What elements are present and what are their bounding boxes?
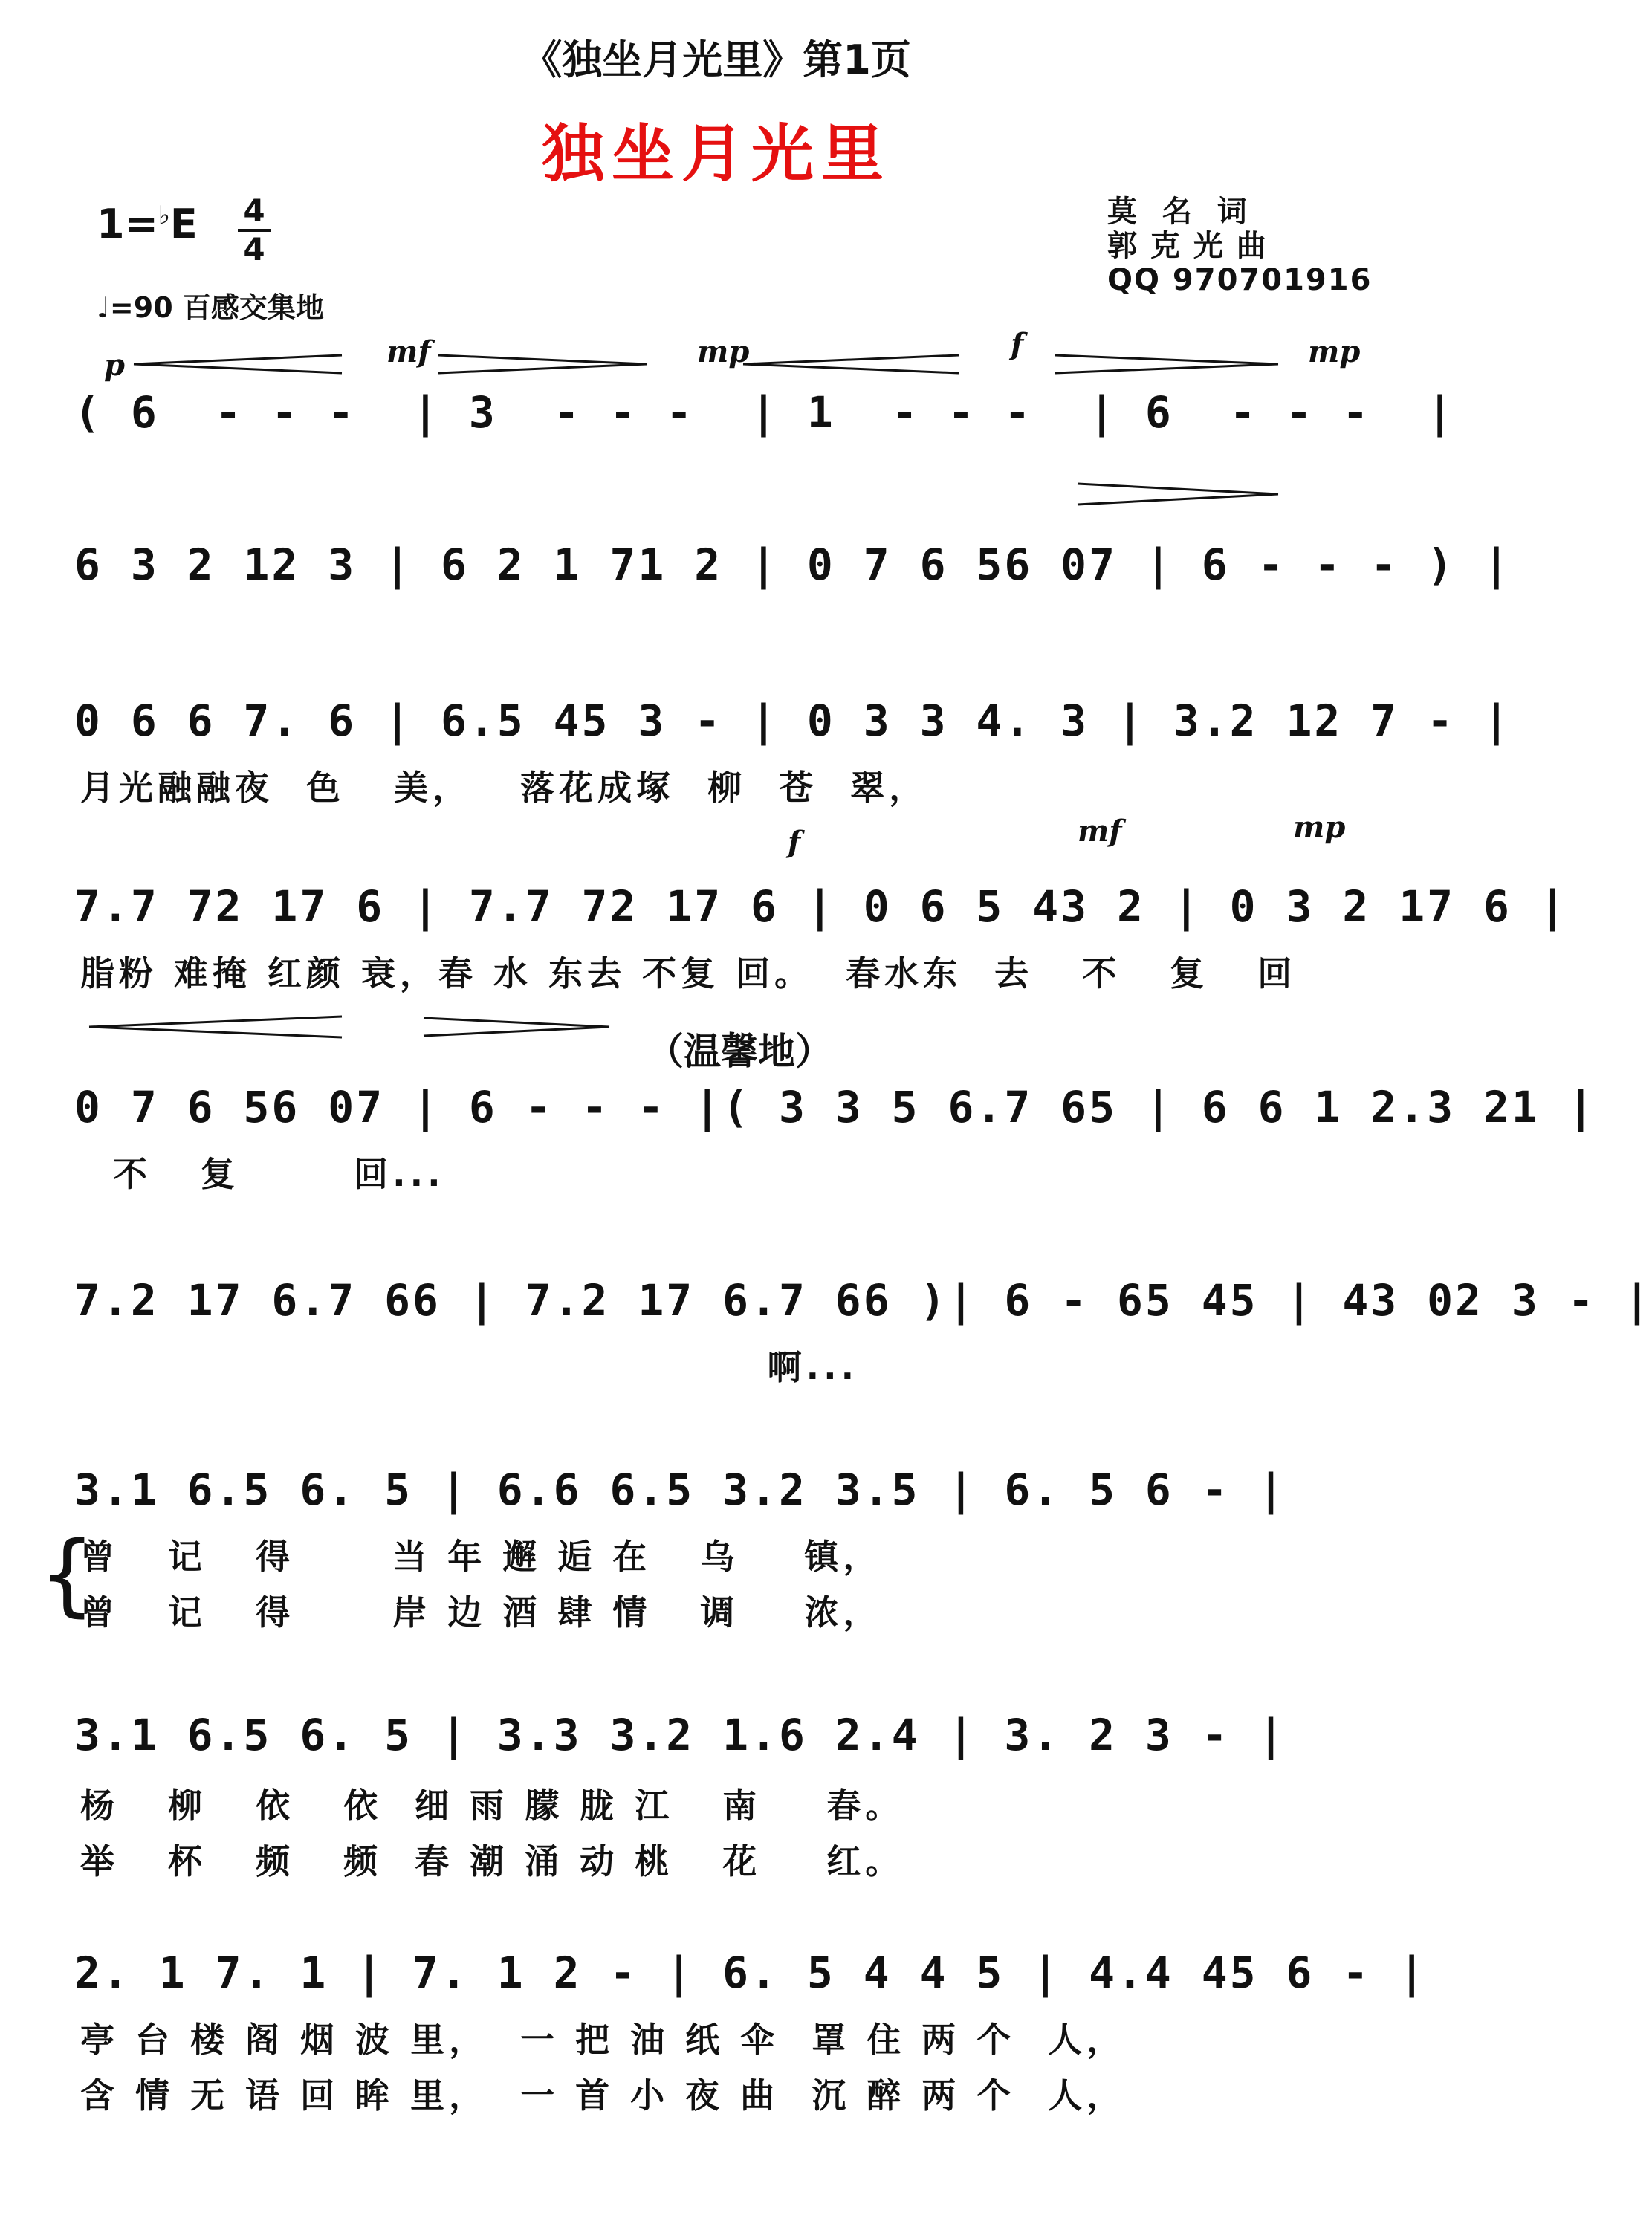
composer: 郭 克 光 曲 bbox=[1107, 229, 1268, 263]
dynamic-mark: mp bbox=[1293, 810, 1346, 845]
time-denominator: 4 bbox=[243, 231, 265, 268]
dynamic-mark: mp bbox=[1308, 334, 1361, 369]
lyric-line: 含 情 无 语 回 眸 里， 一 首 小 夜 曲 沉 醉 两 个 人， bbox=[80, 2075, 1126, 2115]
verse-brace: { bbox=[39, 1523, 96, 1627]
hairpins-row5 bbox=[89, 1012, 624, 1042]
time-numerator: 4 bbox=[243, 192, 265, 229]
dynamic-mark: mf bbox=[386, 334, 431, 369]
expression-mark: （温馨地） bbox=[647, 1030, 832, 1073]
dynamic-mark: p bbox=[104, 348, 125, 383]
notation-line: 3.1 6.5 6. 5 | 6.6 6.5 3.2 3.5 | 6. 5 6 - | bbox=[74, 1465, 1286, 1515]
notation-line: 0 7 6 56 07 | 6 - - - |( 3 3 5 6.7 65 | 6 6 1 2.3 21 | bbox=[74, 1082, 1596, 1132]
hairpins-row1 bbox=[134, 349, 1293, 379]
dynamic-mark: mf bbox=[1078, 814, 1122, 849]
notation-line: 0 6 6 7. 6 | 6.5 45 3 - | 0 3 3 4. 3 | 3.2 12 7 - | bbox=[74, 696, 1512, 746]
lyric-line: 曾 记 得 当 年 邂 逅 在 乌 镇， bbox=[80, 1537, 882, 1577]
notation-line: 6 3 2 12 3 | 6 2 1 71 2 | 0 7 6 56 07 | 6 - - - ) | bbox=[74, 539, 1512, 590]
key-signature bbox=[97, 201, 198, 247]
lyric-line: 脂粉 难掩 红颜 衰，春 水 东去 不复 回。 春水东 去 不 复 回 bbox=[80, 953, 1297, 993]
contact: QQ 970701916 bbox=[1107, 263, 1373, 297]
notation-line: 2. 1 7. 1 | 7. 1 2 - | 6. 5 4 4 5 | 4.4 45 6 - | bbox=[74, 1948, 1428, 1998]
time-signature bbox=[238, 192, 271, 268]
flat-sign: ♭ bbox=[158, 201, 170, 230]
credits bbox=[1107, 195, 1372, 297]
lyric-line: 啊... bbox=[80, 1347, 859, 1387]
tempo-marking: ♩=90 百感交集地 bbox=[97, 291, 324, 324]
lyric-line: 举 杯 频 频 春 潮 涌 动 桃 花 红。 bbox=[80, 1841, 904, 1881]
dynamic-mark: mp bbox=[697, 334, 750, 369]
dynamic-mark: f bbox=[1011, 327, 1024, 362]
lyric-line: 曾 记 得 岸 边 酒 肆 情 调 浓， bbox=[80, 1592, 882, 1632]
lyric-line: 亭 台 楼 阁 烟 波 里， 一 把 油 纸 伞 罩 住 两 个 人， bbox=[80, 2020, 1126, 2060]
key-label: 1= bbox=[97, 201, 158, 247]
hairpin-decrescendo bbox=[1078, 479, 1286, 509]
notation-line: 7.2 17 6.7 66 | 7.2 17 6.7 66 )| 6 - 65 45 | 43 02 3 - | bbox=[74, 1275, 1652, 1326]
dynamic-mark: f bbox=[788, 825, 801, 860]
notation-line: ( 6 - - - | 3 - - - | 1 - - - | 6 - - - | bbox=[74, 387, 1456, 438]
key-note: E bbox=[169, 201, 198, 247]
lyricist: 莫 名 词 bbox=[1107, 195, 1248, 229]
lyric-line: 不 复 回... bbox=[80, 1154, 445, 1194]
page-header: 《独坐月光里》第1页 bbox=[522, 36, 911, 83]
lyric-line: 杨 柳 依 依 细 雨 朦 胧 江 南 春。 bbox=[80, 1786, 904, 1826]
lyric-line: 月光融融夜 色 美， 落花成塚 柳 苍 翠， bbox=[80, 768, 928, 808]
notation-line: 3.1 6.5 6. 5 | 3.3 3.2 1.6 2.4 | 3. 2 3 - | bbox=[74, 1710, 1286, 1760]
song-title: 独坐月光里 bbox=[541, 117, 891, 190]
notation-line: 7.7 72 17 6 | 7.7 72 17 6 | 0 6 5 43 2 | 0 3 2 17 6 | bbox=[74, 881, 1568, 932]
